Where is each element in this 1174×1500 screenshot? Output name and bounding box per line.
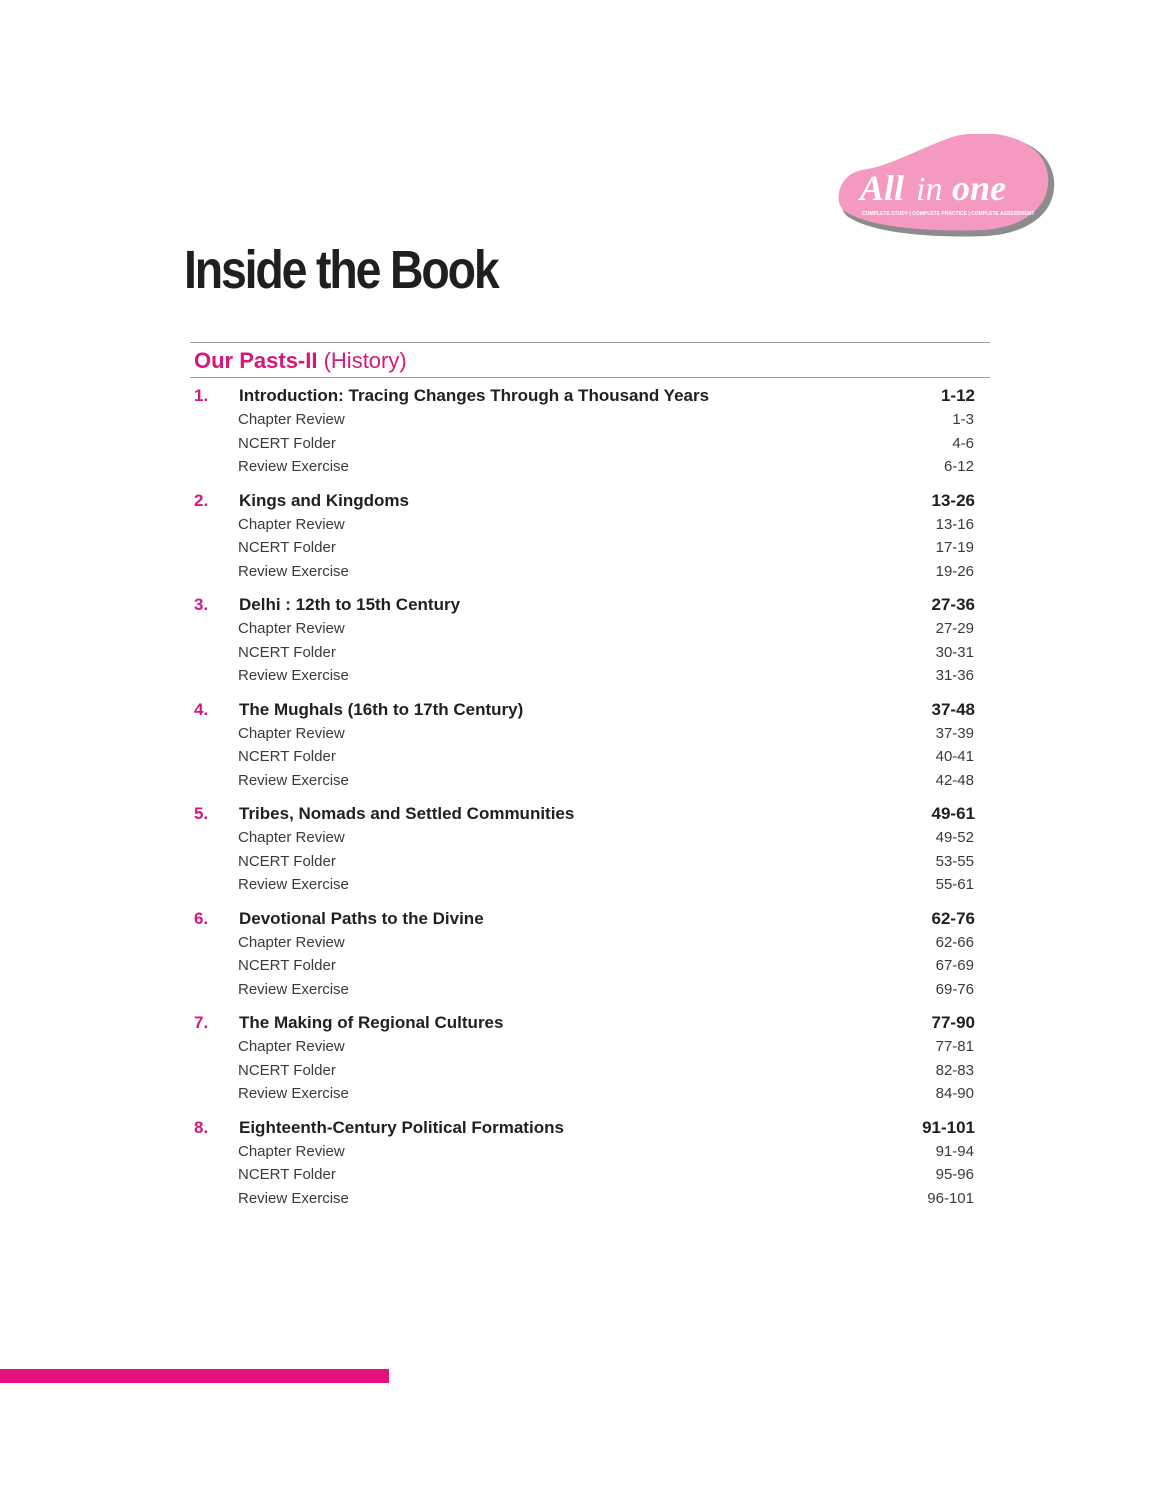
subsection-page-range: 4-6: [952, 434, 974, 452]
chapter-title: The Making of Regional Cultures: [239, 1013, 504, 1032]
subsection-label: NCERT Folder: [238, 852, 336, 870]
chapter-number: 2.: [194, 490, 209, 510]
svg-text:in: in: [916, 171, 943, 208]
subsection-row: [190, 722, 990, 746]
subsection-row: [190, 873, 990, 897]
chapter-title: Kings and Kingdoms: [239, 490, 409, 510]
subsection-row: [190, 1163, 990, 1187]
subsection-label: Review Exercise: [238, 980, 349, 998]
section-title-light: (History): [317, 348, 407, 373]
page-title: Inside the Book: [184, 240, 498, 300]
subsection-row: [190, 978, 990, 1002]
subsection-page-range: 37-39: [935, 724, 974, 742]
subsection-page-range: 31-36: [935, 667, 974, 684]
chapter-entry: [190, 384, 990, 479]
chapter-number: 7.: [194, 1013, 209, 1032]
chapter-page-range: 27-36: [931, 595, 975, 614]
subsection-label: NCERT Folder: [238, 643, 336, 661]
subsection-row: [190, 560, 990, 584]
subsection-page-range: 30-31: [935, 643, 974, 661]
section-heading: [190, 343, 990, 377]
chapter-number: 8.: [194, 1117, 209, 1137]
subsection-page-range: 62-66: [935, 933, 974, 951]
subsection-page-range: 19-26: [935, 562, 974, 580]
subsection-label: NCERT Folder: [238, 539, 336, 556]
subsection-row: [190, 617, 990, 641]
subsection-row: [190, 1035, 990, 1059]
chapter-number: 1.: [194, 386, 209, 405]
chapter-entry: [190, 907, 990, 1002]
chapter-page-range: 62-76: [931, 908, 975, 928]
subsection-page-range: 96-101: [927, 1189, 974, 1207]
subsection-row: [190, 745, 990, 769]
subsection-page-range: 77-81: [935, 1038, 974, 1055]
subsection-page-range: 82-83: [935, 1061, 974, 1079]
subsection-page-range: 17-19: [935, 539, 974, 556]
subsection-row: [190, 769, 990, 793]
chapter-title: Tribes, Nomads and Settled Communities: [239, 804, 575, 823]
subsection-label: Chapter Review: [238, 724, 345, 742]
subsection-page-range: 53-55: [935, 852, 974, 870]
subsection-label: Review Exercise: [238, 1085, 349, 1102]
subsection-row: [190, 1082, 990, 1106]
table-of-contents: [190, 342, 990, 1220]
chapter-entry: [190, 489, 990, 584]
subsection-label: Review Exercise: [238, 562, 349, 580]
chapter-page-range: 1-12: [940, 386, 975, 405]
chapter-title: Introduction: Tracing Changes Through a Thousand Years: [239, 386, 710, 405]
subsection-label: Chapter Review: [238, 1038, 345, 1055]
subsection-page-range: 40-41: [935, 748, 974, 765]
subsection-page-range: 55-61: [935, 876, 974, 893]
chapter-entry: [190, 1116, 990, 1211]
chapter-heading-row: [190, 802, 990, 826]
subsection-label: NCERT Folder: [238, 1166, 336, 1183]
subsection-page-range: 42-48: [935, 771, 974, 789]
chapter-page-range: 37-48: [931, 699, 975, 719]
subsection-row: [190, 536, 990, 560]
subsection-label: Chapter Review: [238, 411, 345, 428]
chapter-number: 4.: [194, 699, 209, 719]
chapter-heading-row: [190, 1011, 990, 1035]
subsection-label: Review Exercise: [238, 458, 349, 475]
section-title-bold: Our Pasts-II: [194, 348, 318, 373]
subsection-page-range: 13-16: [935, 515, 974, 533]
chapter-list: [190, 378, 990, 1210]
subsection-label: Review Exercise: [238, 667, 349, 684]
subsection-row: [190, 664, 990, 688]
chapter-entry: [190, 802, 990, 897]
chapter-title: Delhi : 12th to 15th Century: [239, 595, 461, 614]
chapter-heading-row: [190, 698, 990, 722]
subsection-label: NCERT Folder: [238, 748, 336, 765]
footer-accent-bar: [0, 1369, 389, 1383]
chapter-page-range: 49-61: [931, 804, 975, 823]
subsection-label: Chapter Review: [238, 620, 345, 637]
subsection-row: [190, 432, 990, 456]
subsection-page-range: 84-90: [935, 1085, 974, 1102]
svg-text:COMPLETE STUDY | COMPLETE PRAC: COMPLETE STUDY | COMPLETE PRACTICE | COMPLETE ASSESSMENT: [862, 211, 1035, 217]
chapter-heading-row: [190, 384, 990, 408]
chapter-title: Devotional Paths to the Divine: [239, 908, 484, 928]
subsection-row: [190, 826, 990, 850]
svg-text:All: All: [860, 168, 905, 208]
chapter-number: 3.: [194, 595, 209, 614]
subsection-row: [190, 641, 990, 665]
subsection-page-range: 67-69: [935, 957, 974, 974]
subsection-row: [190, 513, 990, 537]
subsection-page-range: 69-76: [935, 980, 974, 998]
chapter-page-range: 91-101: [922, 1117, 975, 1137]
subsection-label: Chapter Review: [238, 515, 345, 533]
chapter-heading-row: [190, 593, 990, 617]
chapter-entry: [190, 593, 990, 688]
subsection-label: NCERT Folder: [238, 957, 336, 974]
subsection-label: NCERT Folder: [238, 1061, 336, 1079]
chapter-entry: [190, 1011, 990, 1106]
chapter-heading-row: [190, 907, 990, 931]
subsection-row: [190, 1187, 990, 1211]
subsection-label: Review Exercise: [238, 771, 349, 789]
subsection-row: [190, 850, 990, 874]
subsection-label: Chapter Review: [238, 1142, 345, 1160]
chapter-title: Eighteenth-Century Political Formations: [239, 1117, 564, 1137]
chapter-heading-row: [190, 1116, 990, 1140]
subsection-page-range: 91-94: [935, 1142, 974, 1160]
subsection-row: [190, 1140, 990, 1164]
subsection-page-range: 1-3: [952, 411, 974, 428]
subsection-page-range: 49-52: [935, 829, 974, 846]
subsection-page-range: 27-29: [935, 620, 974, 637]
brand-logo: [836, 134, 1058, 242]
subsection-label: Chapter Review: [238, 933, 345, 951]
chapter-entry: [190, 698, 990, 793]
chapter-number: 6.: [194, 908, 209, 928]
subsection-label: Review Exercise: [238, 1189, 349, 1207]
subsection-row: [190, 931, 990, 955]
subsection-row: [190, 954, 990, 978]
chapter-page-range: 13-26: [931, 490, 975, 510]
subsection-label: Chapter Review: [238, 829, 345, 846]
subsection-label: Review Exercise: [238, 876, 349, 893]
subsection-row: [190, 455, 990, 479]
subsection-row: [190, 1059, 990, 1083]
subsection-row: [190, 408, 990, 432]
chapter-number: 5.: [194, 804, 209, 823]
svg-text:one: one: [952, 168, 1006, 208]
chapter-title: The Mughals (16th to 17th Century): [239, 699, 524, 719]
chapter-page-range: 77-90: [931, 1013, 975, 1032]
brand-logo-graphic: [836, 134, 1058, 242]
subsection-page-range: 95-96: [935, 1166, 974, 1183]
subsection-label: NCERT Folder: [238, 434, 336, 452]
chapter-heading-row: [190, 489, 990, 513]
subsection-page-range: 6-12: [943, 458, 974, 475]
